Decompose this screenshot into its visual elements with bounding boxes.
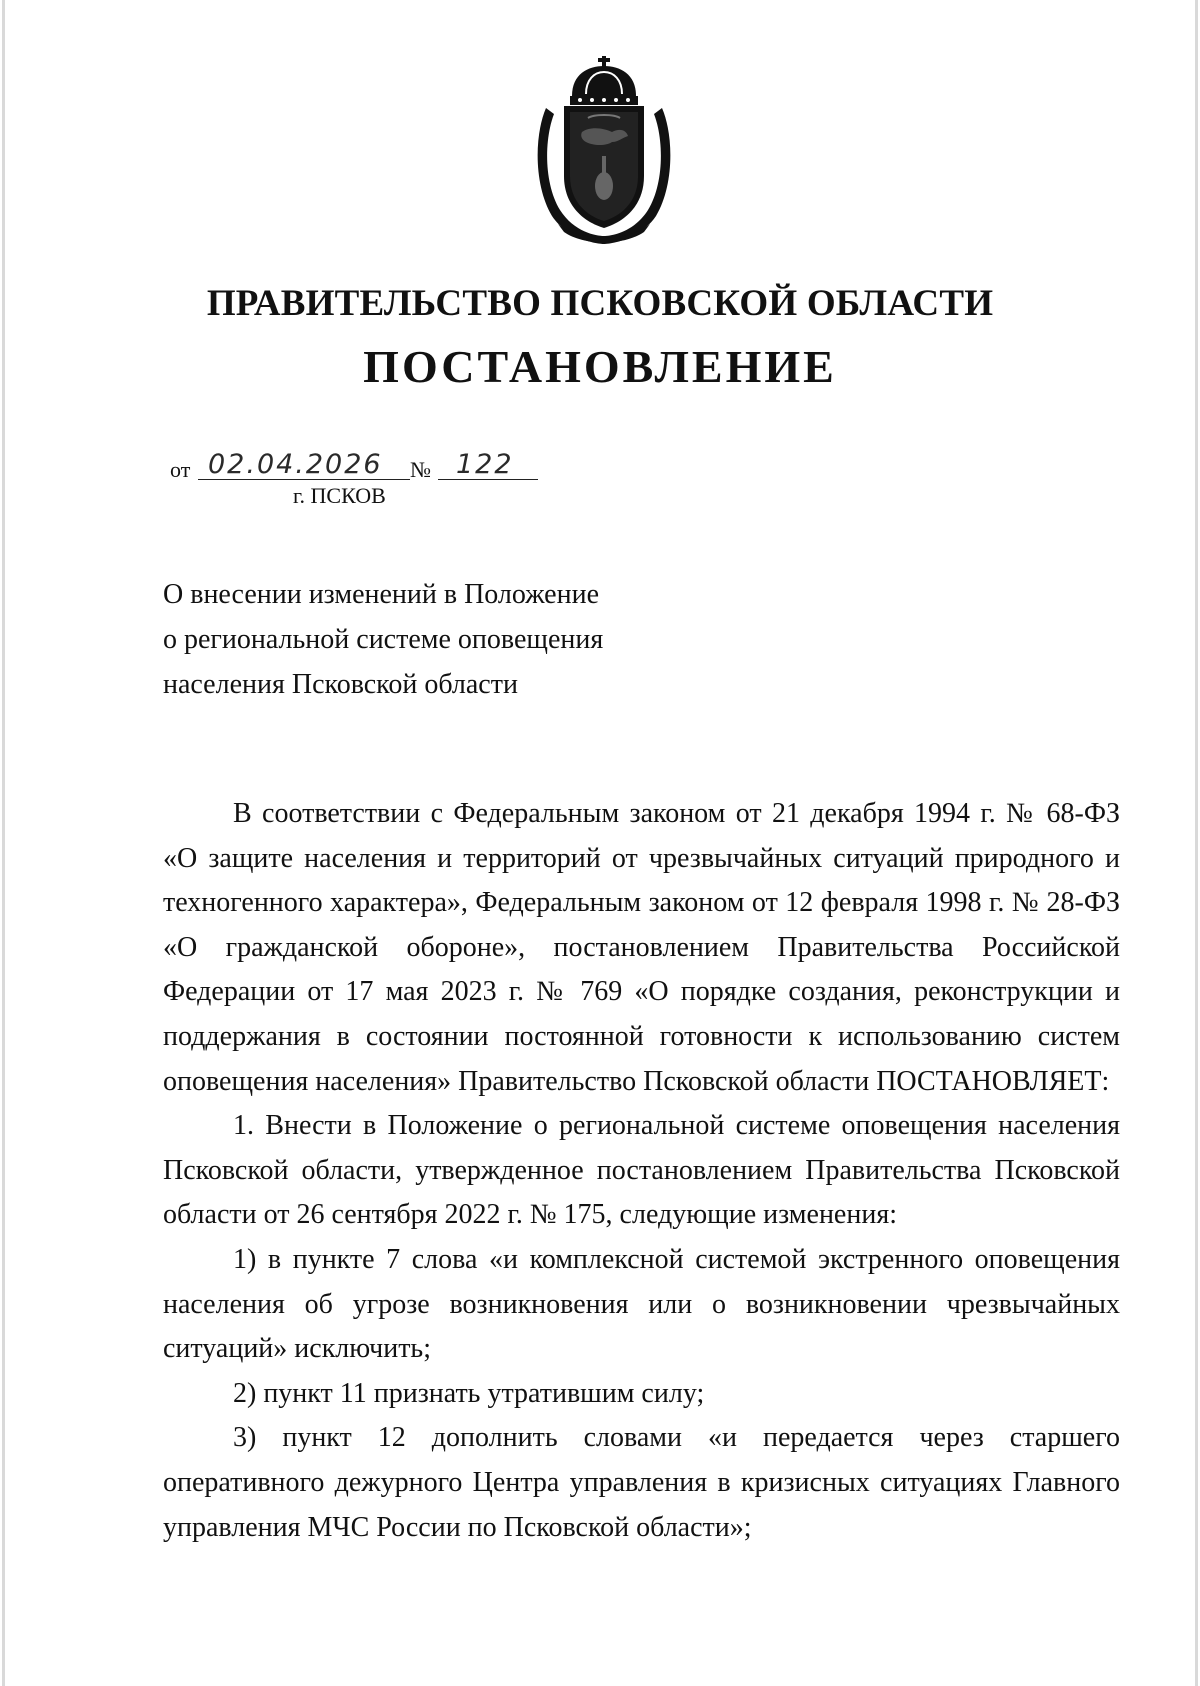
document-type: ПОСТАНОВЛЕНИЕ (363, 341, 837, 392)
subject-line: населения Псковской области (163, 669, 518, 700)
body-paragraph-subitem-3: 3) пункт 12 дополнить словами «и передается через старшего оперативного дежурного Центра управления в кризисных ситуациях Главного управления МЧС России по Псковской области»; (163, 1422, 1120, 1543)
date-label: от (170, 457, 191, 482)
subject-line: о региональной системе оповещения (163, 624, 604, 655)
body-paragraph-item-1: 1. Внести в Положение о региональной системе оповещения населения Псковской области, утвержденное постановлением Правительства Псковской области от 26 сентября 2022 г. № 175, следующие изменения: (163, 1110, 1120, 1231)
page-edge-left (2, 0, 5, 1686)
coat-of-arms-icon (528, 56, 680, 246)
number-label: № (410, 457, 431, 482)
document-body (163, 792, 1120, 1550)
page-edge-right (1195, 0, 1198, 1686)
organization-title: ПРАВИТЕЛЬСТВО ПСКОВСКОЙ ОБЛАСТИ (206, 283, 994, 324)
body-paragraph-subitem-1: 1) в пункте 7 слова «и комплексной системой экстренного оповещения населения об угрозе возникновения или о возникновении чрезвычайных ситуаций» исключить; (163, 1243, 1120, 1365)
city-label: г. ПСКОВ (293, 483, 386, 508)
number-field: 122 (438, 451, 538, 480)
body-paragraph-subitem-2: 2) пункт 11 признать утратившим силу; (233, 1377, 705, 1409)
subject-line: О внесении изменений в Положение (163, 579, 600, 610)
date-field: 02.04.2026 (198, 451, 410, 480)
document-subject (163, 572, 603, 707)
body-paragraph-preamble: В соответствии с Федеральным законом от 21 декабря 1994 г. № 68-ФЗ «О защите населения и территорий от чрезвычайных ситуаций природного и техногенного характера», Федеральным законом от 12 февраля 1998 г. № 28-ФЗ «О гражданской обороне», постановлением Правительства Российской Федерации от 17 мая 2023 г. № 769 «О порядке создания, реконструкции и поддержания в состоянии постоянной готовности к использованию систем оповещения населения» Правительство Псковской области ПОСТАНОВЛЯЕТ: (163, 798, 1120, 1097)
